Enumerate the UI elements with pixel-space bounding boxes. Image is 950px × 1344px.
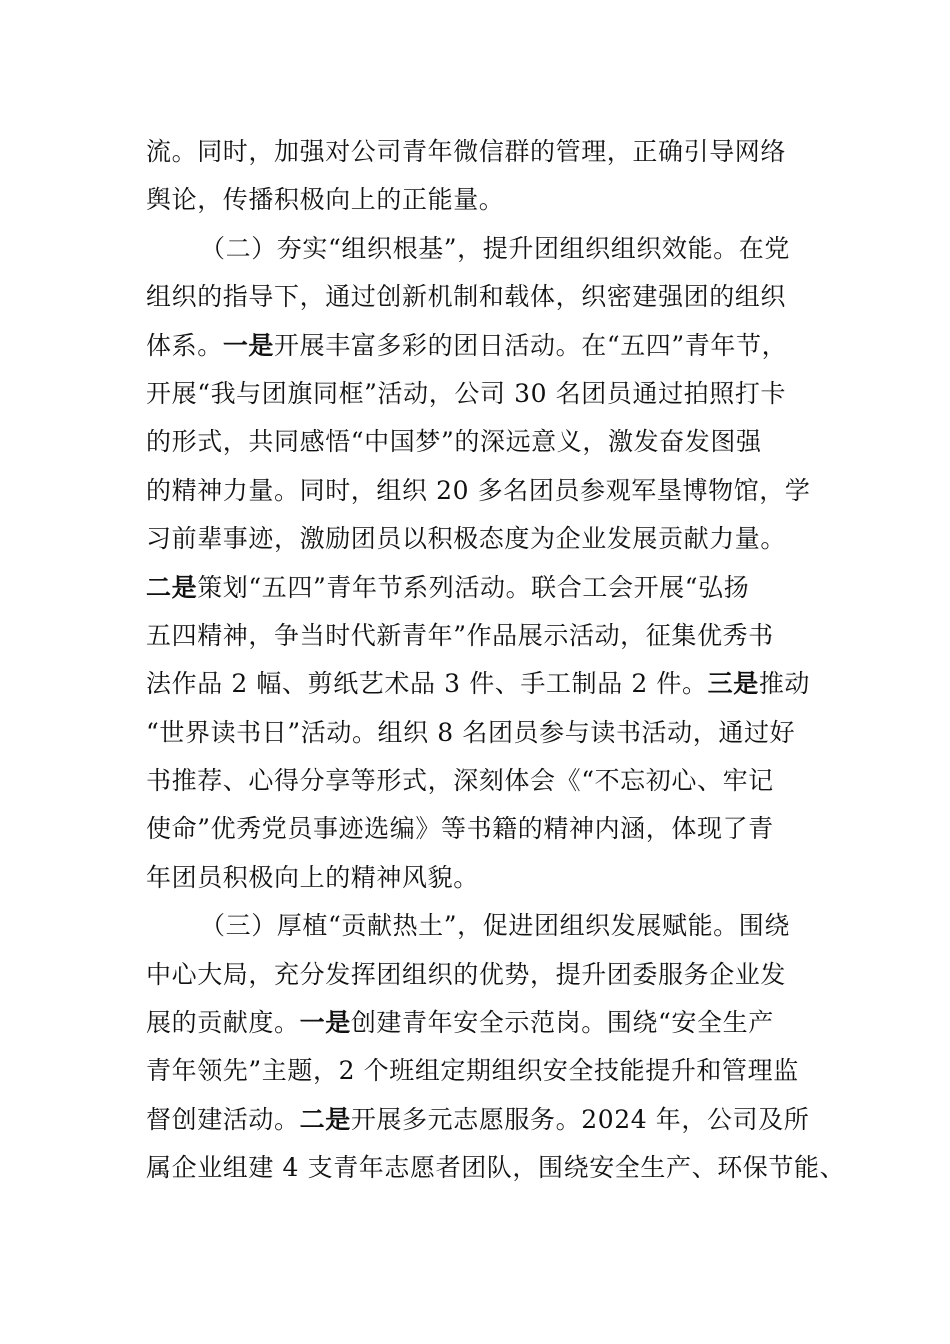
text-line — [146, 757, 826, 805]
bold-text-segment: 二是 — [146, 572, 198, 602]
text-segment: 的形式，共同感悟“中国梦”的深远意义，激发奋发图强 — [146, 427, 762, 457]
text-line — [146, 951, 826, 999]
text-segment: 书推荐、心得分享等形式，深刻体会《“不忘初心、牢记 — [146, 766, 774, 796]
text-line — [146, 1047, 826, 1095]
text-line — [146, 225, 826, 273]
bold-text-segment: 一是 — [299, 1008, 351, 1038]
text-line — [146, 564, 826, 612]
text-segment: 创建青年安全示范岗。围绕“安全生产 — [350, 1008, 774, 1038]
text-line — [146, 999, 826, 1047]
text-segment: （二）夯实“组织根基”，提升团组织组织效能。在党 — [200, 233, 790, 263]
bold-text-segment: 一是 — [222, 330, 275, 360]
text-segment: 法作品 2 幅、剪纸艺术品 3 件、手工制品 2 件。 — [146, 669, 708, 699]
text-segment: 的精神力量。同时，组织 20 多名团员参观军垦博物馆，学 — [146, 475, 811, 505]
text-line — [146, 467, 826, 515]
text-segment: 流。同时，加强对公司青年微信群的管理，正确引导网络 — [146, 137, 787, 166]
text-segment: 开展丰富多彩的团日活动。在“五四”青年节， — [274, 330, 788, 360]
text-segment: 属企业组建 4 支青年志愿者团队，围绕安全生产、环保节能、 — [146, 1153, 846, 1183]
text-line — [146, 176, 826, 224]
text-segment: 青年领先”主题，2 个班组定期组织安全技能提升和管理监 — [146, 1056, 799, 1086]
text-line — [146, 273, 826, 321]
document-body — [146, 128, 846, 1193]
text-line — [146, 612, 826, 660]
text-line — [146, 370, 826, 418]
text-line — [146, 709, 826, 757]
text-line — [146, 1096, 826, 1144]
text-segment: 中心大局，充分发挥团组织的优势，提升团委服务企业发 — [146, 959, 787, 989]
text-segment: 督创建活动。 — [146, 1104, 300, 1134]
text-line — [146, 322, 826, 370]
text-line — [146, 854, 826, 902]
text-segment: 开展多元志愿服务。2024 年，公司及所 — [350, 1104, 810, 1134]
text-segment: 习前辈事迹，激励团员以积极态度为企业发展贡献力量。 — [146, 524, 787, 554]
text-segment: 组织的指导下，通过创新机制和载体，织密建强团的组织 — [146, 282, 787, 312]
text-segment: 年团员积极向上的精神风貌。 — [146, 862, 479, 892]
text-segment: 开展“我与团旗同框”活动，公司 30 名团员通过拍照打卡 — [146, 378, 787, 408]
text-line — [146, 515, 826, 563]
text-segment: 使命”优秀党员事迹选编》等书籍的精神内涵，体现了青 — [146, 814, 774, 844]
text-line — [146, 660, 826, 708]
text-segment: 五四精神，争当时代新青年”作品展示活动，征集优秀书 — [146, 620, 774, 650]
text-segment: “世界读书日”活动。组织 8 名团员参与读书活动，通过好 — [146, 717, 796, 747]
text-segment: 舆论，传播积极向上的正能量。 — [146, 185, 505, 215]
text-line — [146, 805, 826, 853]
text-line — [146, 418, 826, 466]
text-line — [146, 902, 826, 950]
bold-text-segment: 三是 — [707, 669, 759, 699]
text-segment: 策划“五四”青年节系列活动。联合工会开展“弘扬 — [197, 572, 750, 602]
text-segment: 体系。 — [146, 330, 223, 360]
text-segment: （三）厚植“贡献热土”，促进团组织发展赋能。围绕 — [200, 911, 790, 941]
text-line — [146, 1144, 846, 1192]
bold-text-segment: 二是 — [299, 1104, 351, 1134]
text-segment: 展的贡献度。 — [146, 1008, 300, 1038]
text-line — [146, 128, 826, 176]
text-segment: 推动 — [758, 669, 811, 699]
